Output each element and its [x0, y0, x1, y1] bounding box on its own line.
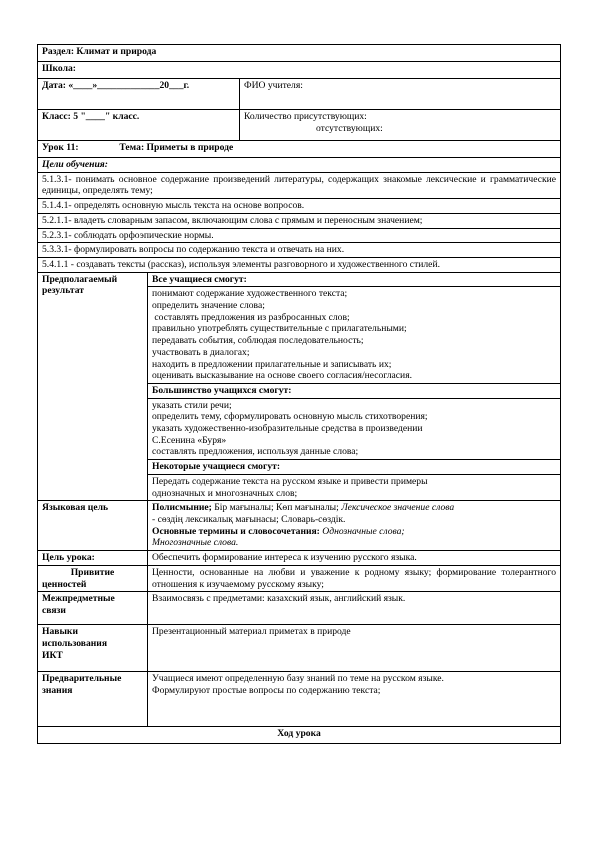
ikt-label — [38, 625, 148, 672]
values-text: Ценности, основанные на любви и уважение к родному языку; формирование толерантного отношения к изучаемому русскому языку; — [148, 565, 561, 591]
prior-label-2: знания — [42, 684, 73, 696]
language-content — [148, 501, 561, 551]
lesson-number: Урок 11: — [42, 142, 79, 153]
row-interdisciplinary — [38, 592, 561, 625]
row-klass — [38, 110, 561, 141]
most-students-list — [148, 399, 560, 461]
list-item: указать художественно-изобразительные средства в произведении — [152, 423, 423, 435]
goal-row — [38, 228, 561, 243]
list-item: С.Есенина «Буря» — [152, 434, 227, 446]
row-hod — [38, 727, 561, 744]
class-cell: Класс: 5 "____" класс. — [38, 110, 240, 141]
goal-row — [38, 199, 561, 214]
goal-row — [38, 257, 561, 272]
ikt-label-1: Навыки — [42, 626, 78, 638]
ikt-text: Презентационный материал приметах в природе — [148, 625, 561, 672]
all-students-list — [148, 287, 560, 384]
interdisciplinary-label — [38, 592, 148, 625]
row-values — [38, 565, 561, 591]
interdisciplinary-text: Взаимосвязь с предметами: казахский язык, английский язык. — [148, 592, 561, 625]
goal-row — [38, 172, 561, 198]
list-item: участвовать в диалогах; — [152, 346, 250, 358]
lesson-goal-text: Обеспечить формирование интереса к изучению русского языка. — [148, 551, 561, 566]
date-cell: Дата: «____»_____________20___г. — [38, 79, 240, 110]
interdisciplinary-label-2: связи — [42, 604, 66, 616]
lesson-topic-cell — [38, 141, 561, 158]
goals-title: Цели обучения: — [38, 158, 561, 173]
row-ikt — [38, 625, 561, 672]
language-line-3 — [152, 526, 556, 538]
list-item: составлять предложения, используя данные слова; — [152, 446, 359, 458]
language-line-4: Многозначные слова. — [152, 537, 239, 549]
goal-item: 5.1.4.1- определять основную мысль текста на основе вопросов. — [38, 199, 561, 214]
row-razdel — [38, 45, 561, 62]
list-item: оценивать высказывание на основе своего согласия/несогласия. — [152, 370, 413, 382]
attendance-present: Количество присутствующих: — [244, 111, 367, 122]
some-students-heading: Некоторые учащиеся смогут: — [148, 460, 560, 475]
goal-row — [38, 213, 561, 228]
attendance-absent: отсутствующих: — [316, 122, 383, 134]
goal-item: 5.2.1.1- владеть словарным запасом, включающим слова с прямым и переносным значением; — [38, 213, 561, 228]
some-students-list — [148, 475, 560, 500]
language-polysemy: Полисмыние; — [152, 502, 212, 514]
list-item: определить тему, сформулировать основную мысль стихотворения; — [152, 411, 428, 423]
row-goals-title — [38, 158, 561, 173]
row-results — [38, 272, 561, 501]
goal-item: 5.1.3.1- понимать основное содержание произведений литературы, содержащих знакомые лексические и грамматические единицы, определять тему; — [38, 172, 561, 198]
attendance-cell — [240, 110, 561, 141]
goal-item: 5.2.3.1- соблюдать орфоэпические нормы. — [38, 228, 561, 243]
lesson-flow-heading: Ход урока — [38, 727, 561, 744]
ikt-label-2: использования — [42, 637, 108, 649]
prior-label-1: Предварительные — [42, 673, 122, 685]
ikt-label-3: ИКТ — [42, 649, 63, 661]
row-shkola — [38, 62, 561, 79]
list-item: правильно употреблять существительные с прилагательными; — [152, 323, 407, 335]
language-label: Языковая цель — [38, 501, 148, 551]
prior-text — [148, 672, 561, 727]
list-item: понимают содержание художественного текста; — [152, 288, 348, 300]
list-item: однозначных и многозначных слов; — [152, 487, 298, 499]
teacher-name-cell: ФИО учителя: — [240, 79, 561, 110]
lesson-plan-document — [37, 44, 560, 744]
interdisciplinary-label-1: Межпредметные — [42, 593, 115, 605]
list-item: определить значение слова; — [152, 300, 265, 312]
goal-item: 5.4.1.1 - создавать тексты (рассказ), используя элементы разговорного и художественного стилей. — [38, 257, 561, 272]
language-lexical-meaning: Лексическое значение слова — [341, 502, 455, 514]
language-kazakh-terms: Бір мағыналы; Көп мағыналы; — [211, 502, 342, 514]
row-lesson-goal — [38, 551, 561, 566]
results-content — [148, 272, 561, 501]
shkola-cell: Школа: — [38, 62, 561, 79]
values-label-1: Привитие — [70, 566, 115, 578]
prior-text-2: Формулируют простые вопросы по содержанию текста; — [152, 684, 381, 696]
language-line-2: - сөздің лексикалық мағынасы; Словарь-сөздік. — [152, 513, 346, 525]
values-label — [38, 565, 148, 591]
values-label-2: ценностей — [42, 578, 87, 590]
language-single-meaning: Однозначные слова; — [319, 525, 405, 537]
language-terms-heading: Основные термины и словосочетания: — [152, 525, 320, 537]
list-item: Передать содержание текста на русском языке и привести примеры — [152, 475, 428, 487]
prior-label — [38, 672, 148, 727]
list-item: передавать события, соблюдая последовательность; — [152, 335, 364, 347]
results-label-2: результат — [42, 285, 84, 297]
prior-text-1: Учащиеся имеют определенную базу знаний по теме на русском языке. — [152, 673, 444, 685]
lesson-goal-label: Цель урока: — [38, 551, 148, 566]
results-label-1: Предполагаемый — [42, 273, 118, 285]
language-line-1 — [152, 502, 556, 514]
row-prior — [38, 672, 561, 727]
list-item: находить в предложении прилагательные и записывать их; — [152, 358, 392, 370]
goal-item: 5.3.3.1- формулировать вопросы по содержанию текста и отвечать на них. — [38, 243, 561, 258]
goal-row — [38, 243, 561, 258]
razdel-cell: Раздел: Климат и природа — [38, 45, 561, 62]
row-language — [38, 501, 561, 551]
results-label — [38, 272, 148, 501]
row-data — [38, 79, 561, 110]
list-item: указать стили речи; — [152, 399, 232, 411]
lesson-plan-table — [37, 44, 561, 744]
all-students-heading: Все учащиеся смогут: — [148, 273, 560, 288]
most-students-heading: Большинство учащихся смогут: — [148, 384, 560, 399]
list-item: составлять предложения из разбросанных слов; — [152, 311, 350, 323]
row-urok — [38, 141, 561, 158]
lesson-topic: Тема: Приметы в природе — [119, 142, 234, 153]
